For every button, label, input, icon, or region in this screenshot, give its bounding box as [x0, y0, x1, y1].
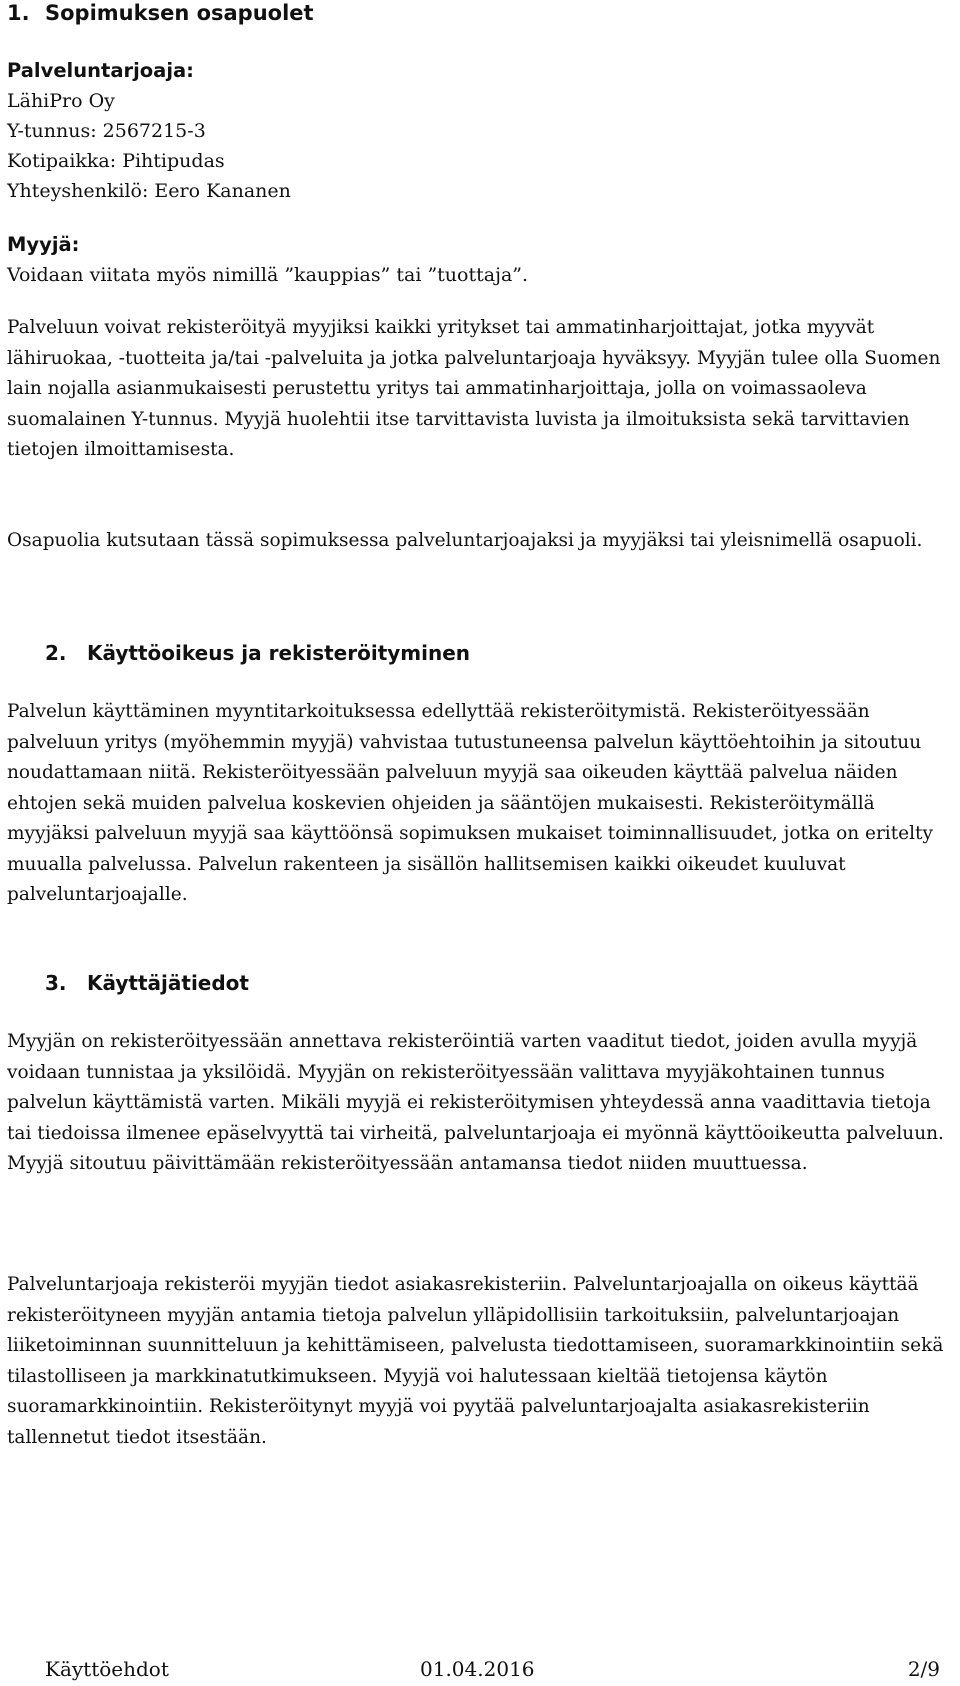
section-3-heading	[7, 970, 950, 996]
section-3-paragraph-2: Palveluntarjoaja rekisteröi myyjän tiedot asiakasrekisteriin. Palveluntarjoajalla on oikeus käyttää rekisteröityneen myyjän antamia tietoja palvelun ylläpidollisiin tarkoituksiin, palveluntarjoajan liiketoiminnan suunnitteluun ja kehittämiseen, palvelusta tiedottamiseen, suoramarkkinointiin sekä tilastolliseen ja markkinatutkimukseen. Myyjä voi halutessaan kieltää tietojensa käytön suoramarkkinointiin. Rekisteröitynyt myyjä voi pyytää palveluntarjoajalta asiakasrekisteriin tallennetut tiedot itsestään.	[7, 1274, 944, 1448]
seller-description: Voidaan viitata myös nimillä ”kauppias” tai ”tuottaja”.	[7, 264, 529, 286]
provider-label: Palveluntarjoaja:	[7, 59, 194, 82]
section-1-paragraph-2: Osapuolia kutsutaan tässä sopimuksessa palveluntarjoajaksi ja myyjäksi tai yleisnimellä osapuoli.	[7, 530, 923, 551]
section-2-number: 2.	[45, 641, 67, 665]
section-1-paragraph-1: Palveluun voivat rekisteröityä myyjiksi kaikki yritykset tai ammatinharjoittajat, jotka myyvät lähiruokaa, -tuotteita ja/tai -palveluita ja jotka palveluntarjoaja hyväksyy. Myyjän tulee olla Suomen lain nojalla asianmukaisesti perustettu yritys tai ammatinharjoittaja, jolla on voimassaoleva suomalainen Y-tunnus. Myyjä huolehtii itse tarvittavista luvista ja ilmoituksista sekä tarvittavien tietojen ilmoittamisesta.	[7, 317, 941, 460]
section-1-number: 1.	[7, 1, 30, 25]
section-3-title: Käyttäjätiedot	[87, 971, 249, 995]
seller-label: Myyjä:	[7, 233, 80, 256]
section-2-title: Käyttöoikeus ja rekisteröityminen	[87, 641, 471, 665]
section-2-paragraph: Palvelun käyttäminen myyntitarkoituksessa edellyttää rekisteröitymistä. Rekisteröityessään palveluun yritys (myöhemmin myyjä) vahvistaa tutustuneensa palvelun käyttöehtoihin ja sitoutuu noudattamaan niitä. Rekisteröityessään palveluun myyjä saa oikeuden käyttää palvelua näiden ehtojen sekä muiden palvelua koskevien ohjeiden ja sääntöjen mukaisesti. Rekisteröitymällä myyjäksi palveluun myyjä saa käyttöönsä sopimuksen mukaiset toiminnallisuudet, jotka on eritelty muualla palvelussa. Palvelun rakenteen ja sisällön hallitsemisen kaikki oikeudet kuuluvat palveluntarjoajalle.	[7, 701, 933, 905]
provider-name: LähiPro Oy	[7, 90, 115, 112]
section-1-title: Sopimuksen osapuolet	[45, 1, 314, 25]
section-3-number: 3.	[45, 971, 67, 995]
footer-document-title: Käyttöehdot	[45, 1657, 169, 1681]
footer-date: 01.04.2016	[420, 1657, 535, 1681]
provider-contact: Yhteyshenkilö: Eero Kananen	[7, 180, 291, 202]
section-1-heading	[7, 0, 950, 26]
provider-business-id: Y-tunnus: 2567215-3	[7, 120, 206, 142]
section-2-heading	[7, 640, 950, 666]
provider-domicile: Kotipaikka: Pihtipudas	[7, 150, 225, 172]
footer-page-number: 2/9	[907, 1657, 940, 1681]
section-3-paragraph-1: Myyjän on rekisteröityessään annettava rekisteröintiä varten vaaditut tiedot, joiden avulla myyjä voidaan tunnistaa ja yksilöidä. Myyjän on rekisteröityessään valittava myyjäkohtainen tunnus palvelun käyttämistä varten. Mikäli myyjä ei rekisteröitymisen yhteydessä anna vaadittavia tietoja tai tiedoissa ilmenee epäselvyyttä tai virheitä, palveluntarjoaja ei myönnä käyttöoikeutta palveluun. Myyjä sitoutuu päivittämään rekisteröityessään antamansa tiedot niiden muuttuessa.	[7, 1031, 944, 1174]
